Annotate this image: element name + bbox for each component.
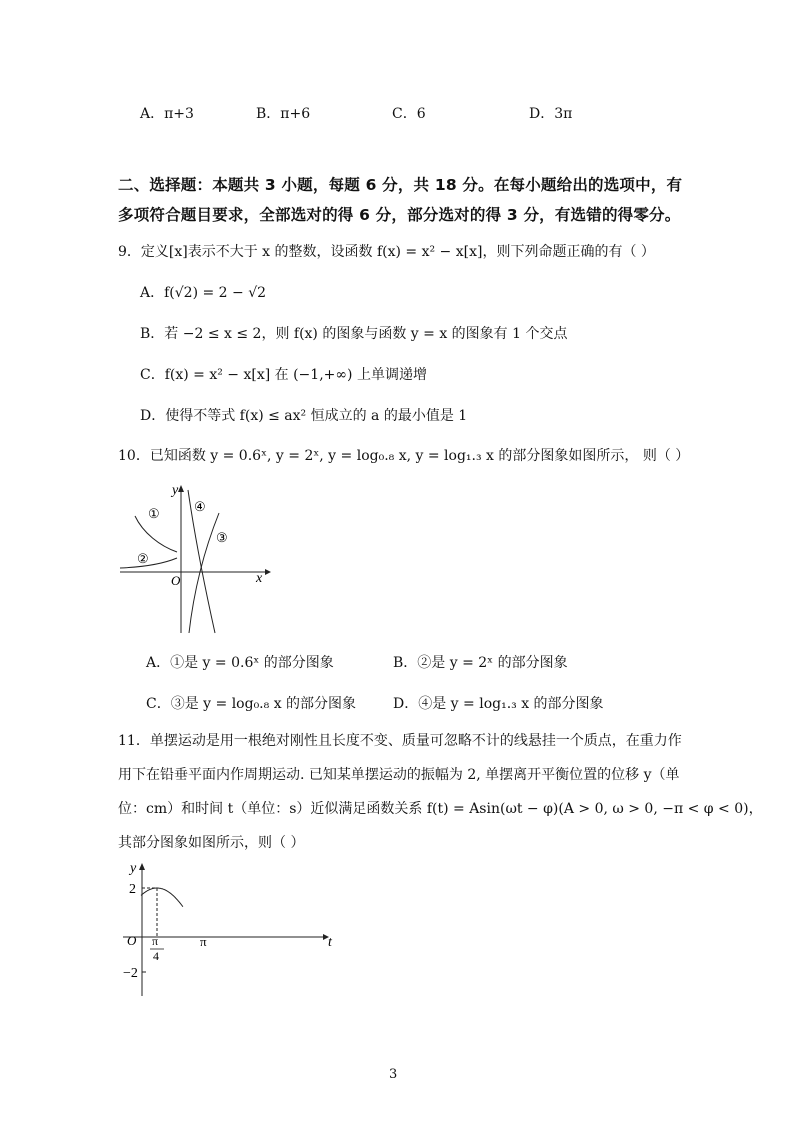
q10-label-3: ③: [216, 530, 228, 545]
section-header-line-2: 多项符合题目要求，全部选对的得 6 分，部分选对的得 3 分，有选错的得零分。: [118, 206, 681, 224]
q10-option-c: C．③是 y = log₀.₈ x 的部分图象: [146, 696, 357, 712]
q11-sine-curve: [141, 888, 183, 907]
q10-option-a: A．①是 y = 0.6ˣ 的部分图象: [146, 655, 334, 671]
q11-line-3: 位：cm）和时间 t（单位：s）近似满足函数关系 f(t) = Asin(ωt − φ)(A > 0, ω > 0, −π < φ < 0)，: [118, 801, 763, 817]
q9-option-d: D．使得不等式 f(x) ≤ ax² 恒成立的 a 的最小值是 1: [140, 408, 468, 424]
q10-x-arrow: [265, 569, 271, 575]
q11-t-label: t: [328, 935, 332, 950]
q10-option-b: B．②是 y = 2ˣ 的部分图象: [393, 655, 568, 671]
q10-stem: 10．已知函数 y = 0.6ˣ, y = 2ˣ, y = log₀.₈ x, y = log₁.₃ x 的部分图象如图所示， 则（ ）: [118, 448, 690, 464]
q8-option-d: D．3π: [529, 106, 573, 122]
q9-stem: 9．定义[x]表示不大于 x 的整数，设函数 f(x) = x² − x[x]，则下列命题正确的有（ ）: [118, 244, 655, 260]
section-header-line-1: 二、选择题：本题共 3 小题，每题 6 分，共 18 分。在每小题给出的选项中，有: [118, 176, 683, 194]
q11-line-4: 其部分图象如图所示，则（ ）: [118, 835, 305, 851]
q11-origin-label: O: [127, 933, 137, 948]
q10-function-graph: [115, 478, 285, 638]
q10-y-arrow: [178, 485, 184, 492]
q10-curve-1: [135, 516, 177, 552]
q10-label-1: ①: [148, 506, 160, 521]
q8-option-a: A．π+3: [140, 106, 194, 122]
q10-y-label: y: [172, 483, 179, 498]
q10-curve-3: [189, 513, 219, 633]
q9-option-b: B．若 −2 ≤ x ≤ 2，则 f(x) 的图象与函数 y = x 的图象有 1 个交点: [140, 326, 568, 342]
q10-label-2: ②: [137, 551, 149, 566]
q11-pendulum-graph: [115, 856, 340, 1001]
q11-y-arrow: [139, 863, 145, 870]
q8-option-c: C．6: [392, 106, 426, 122]
q11-y-label: y: [130, 861, 137, 876]
q8-option-b: B．π+6: [256, 106, 311, 122]
q11-tick-numerator: π: [152, 934, 159, 948]
q9-option-a: A．f(√2) = 2 − √2: [140, 285, 267, 301]
q10-x-label: x: [256, 571, 263, 586]
q11-tick-pi: π: [200, 934, 207, 949]
page-number: 3: [389, 1067, 398, 1082]
q10-option-d: D．④是 y = log₁.₃ x 的部分图象: [393, 696, 604, 712]
q11-line-2: 用下在铅垂平面内作周期运动. 已知某单摆运动的振幅为 2, 单摆离开平衡位置的位移 y（单: [118, 767, 680, 783]
q11-min-label: −2: [123, 966, 138, 981]
q11-line-1: 11．单摆运动是用一根绝对刚性且长度不变、质量可忽略不计的线悬挂一个质点，在重力作: [118, 733, 682, 749]
q11-tick-denominator: 4: [153, 949, 159, 963]
q11-max-label: 2: [129, 882, 136, 897]
q10-origin-label: O: [171, 573, 181, 588]
q10-label-4: ④: [194, 499, 206, 514]
q9-option-c: C．f(x) = x² − x[x] 在 (−1,+∞) 上单调递增: [140, 367, 427, 383]
